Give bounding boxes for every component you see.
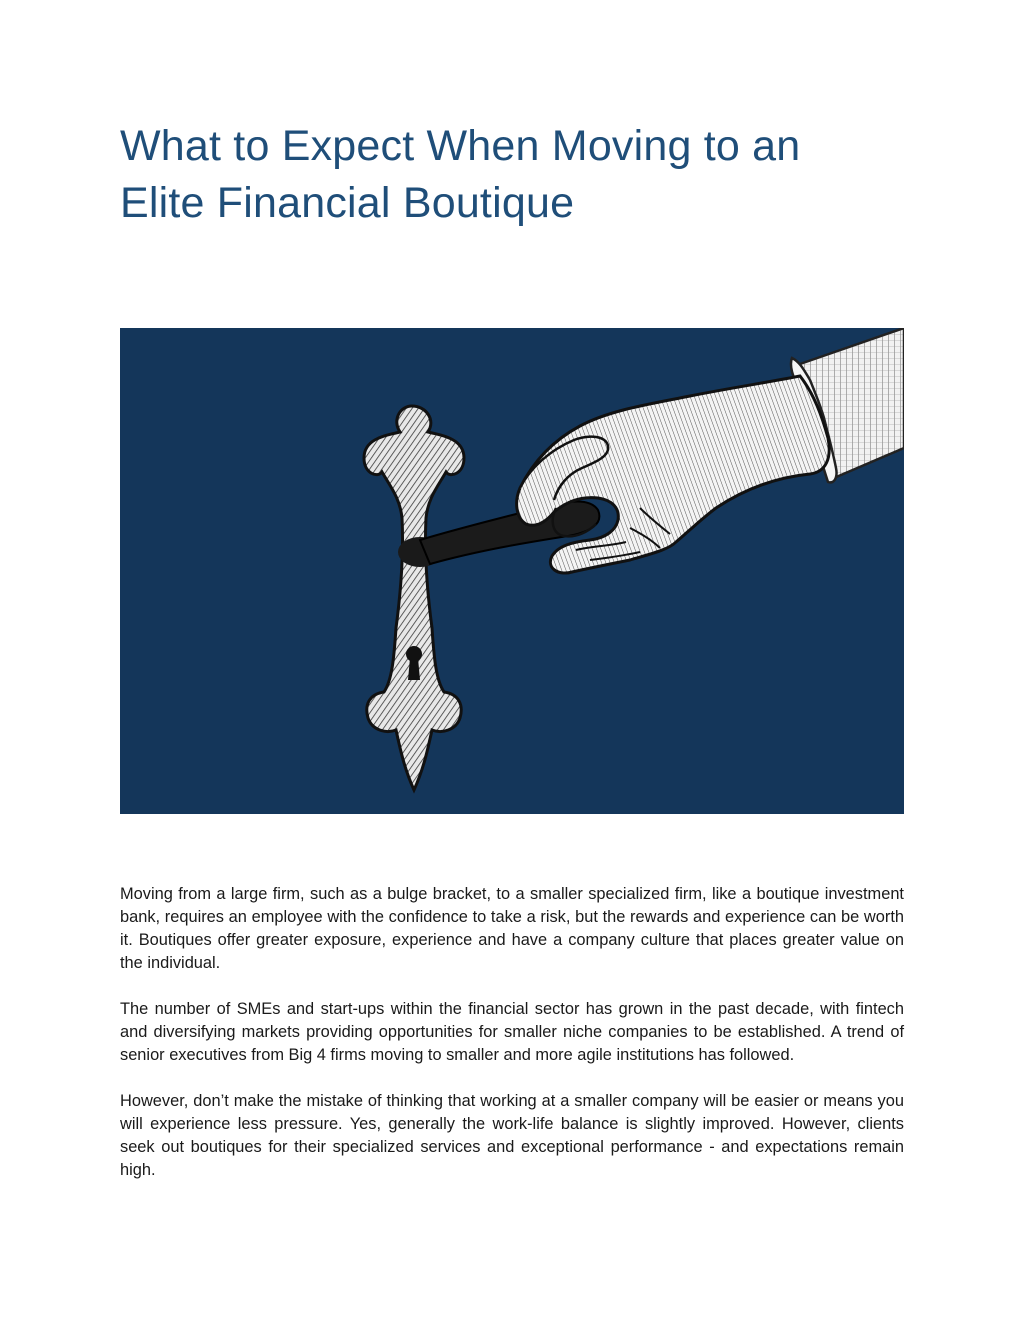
article-header xyxy=(120,118,904,232)
paragraph: The number of SMEs and start-ups within the financial sector has grown in the past decade, with fintech and diversifying markets providing opportunities for smaller niche companies to be established. A trend of senior executives from Big 4 firms moving to smaller and more agile institutions has followed. xyxy=(120,1000,904,1064)
paragraph: However, don’t make the mistake of thinking that working at a smaller company will be easier or means you will experience less pressure. Yes, generally the work-life balance is slightly improved. However, clients seek out boutiques for their specialized services and exceptional performance - and expectations remain high. xyxy=(120,1092,904,1179)
hand xyxy=(517,376,830,573)
hero-image xyxy=(120,328,904,814)
paragraph: Moving from a large firm, such as a bulge bracket, to a smaller specialized firm, like a boutique investment bank, requires an employee with the confidence to take a risk, but the rewards and experience can be worth it. Boutiques offer greater exposure, experience and have a company culture that places greater value on the individual. xyxy=(120,885,904,972)
article-body xyxy=(120,883,904,1205)
door-plate xyxy=(364,406,464,790)
title-line-2: Elite Financial Boutique xyxy=(120,179,575,227)
hand-on-door-handle-illustration xyxy=(120,328,904,814)
title-line-1: What to Expect When Moving to an xyxy=(120,122,801,170)
page-title xyxy=(120,118,904,232)
